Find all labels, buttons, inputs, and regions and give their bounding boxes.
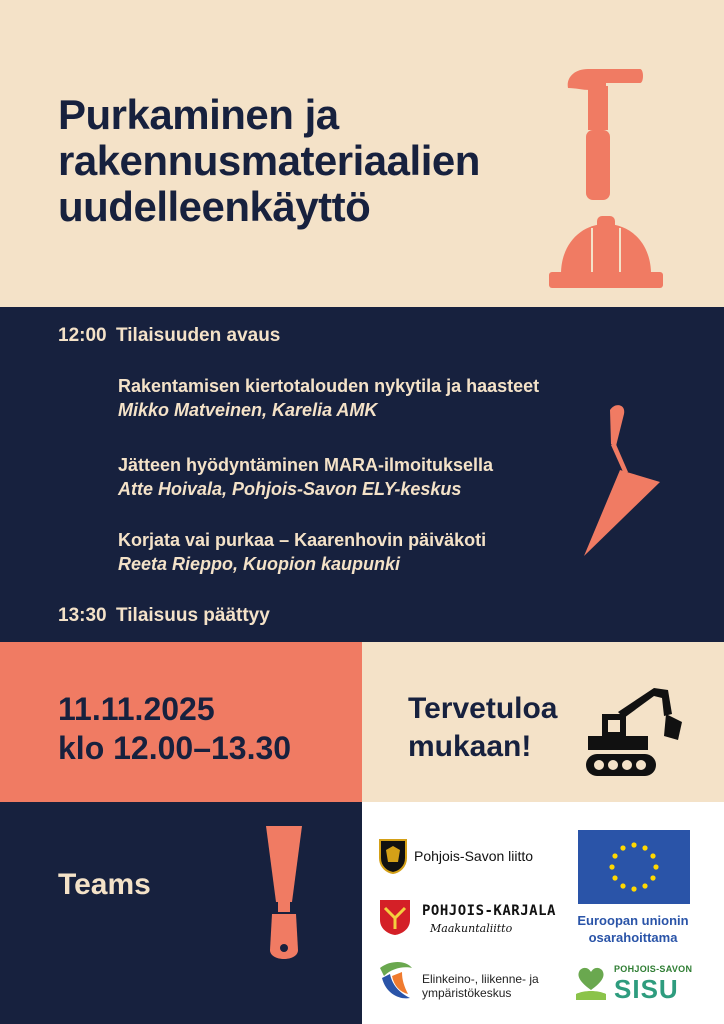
sisu-top-label: POHJOIS-SAVON xyxy=(614,964,693,974)
sisu-logo-icon xyxy=(574,964,608,1002)
talk-title: Korjata vai purkaa – Kaarenhovin päiväkoti xyxy=(118,530,487,550)
opening-label: Tilaisuuden avaus xyxy=(116,325,281,346)
title-line: Purkaminen ja xyxy=(58,91,339,138)
sisu-main-label: SISU xyxy=(614,974,679,1004)
maakuntaliitto-label: Maakuntaliitto xyxy=(430,922,513,935)
program-closing xyxy=(58,605,270,627)
pohjois-savon-liitto-label: Pohjois-Savon liitto xyxy=(414,848,534,864)
ely-keskus-label xyxy=(422,972,539,1000)
welcome-line: Tervetuloa xyxy=(408,692,558,725)
event-date: 11.11.2025 xyxy=(58,691,215,727)
eu-line: Euroopan unionin xyxy=(577,913,689,928)
program-opening xyxy=(58,325,280,347)
closing-label: Tilaisuus päättyy xyxy=(116,605,270,626)
location-section xyxy=(0,802,362,1024)
pohjois-karjala-coat-of-arms-icon xyxy=(378,898,412,936)
title-line: uudelleenkäyttö xyxy=(58,183,371,230)
putty-knife-icon xyxy=(262,826,306,962)
eu-flag-icon xyxy=(578,830,690,904)
event-location: Teams xyxy=(58,868,151,901)
eu-line: osarahoittama xyxy=(588,930,678,945)
talk-title: Rakentamisen kiertotalouden nykytila ja haasteet xyxy=(118,376,540,396)
welcome-text xyxy=(408,690,558,766)
talk-speaker: Atte Hoivala, Pohjois-Savon ELY-keskus xyxy=(118,479,462,499)
talk-title: Jätteen hyödyntäminen MARA-ilmoituksella xyxy=(118,455,494,475)
pohjois-karjala-label: POHJOIS-KARJALA xyxy=(422,903,556,919)
welcome-line: mukaan! xyxy=(408,730,532,763)
talk-item xyxy=(118,376,539,421)
talk-speaker: Reeta Rieppo, Kuopion kaupunki xyxy=(118,554,401,574)
closing-time: 13:30 xyxy=(58,605,107,626)
title-line: rakennusmateriaalien xyxy=(58,137,480,184)
hard-hat-icon xyxy=(547,216,665,290)
ely-line: ympäristökeskus xyxy=(422,986,512,1000)
talk-speaker: Mikko Matveinen, Karelia AMK xyxy=(118,400,378,420)
opening-time: 12:00 xyxy=(58,325,107,346)
talk-item xyxy=(118,455,493,500)
hammer-icon xyxy=(560,66,646,206)
page-title xyxy=(58,92,480,230)
event-datetime xyxy=(58,690,291,768)
pohjois-savo-coat-of-arms-icon xyxy=(378,838,408,874)
trowel-icon xyxy=(582,400,664,560)
excavator-icon xyxy=(584,684,684,780)
ely-keskus-logo-icon xyxy=(376,960,416,1002)
eu-funding-label xyxy=(568,912,698,946)
talk-item xyxy=(118,530,486,575)
ely-line: Elinkeino-, liikenne- ja xyxy=(422,972,539,986)
event-time: klo 12.00–13.30 xyxy=(58,730,292,766)
